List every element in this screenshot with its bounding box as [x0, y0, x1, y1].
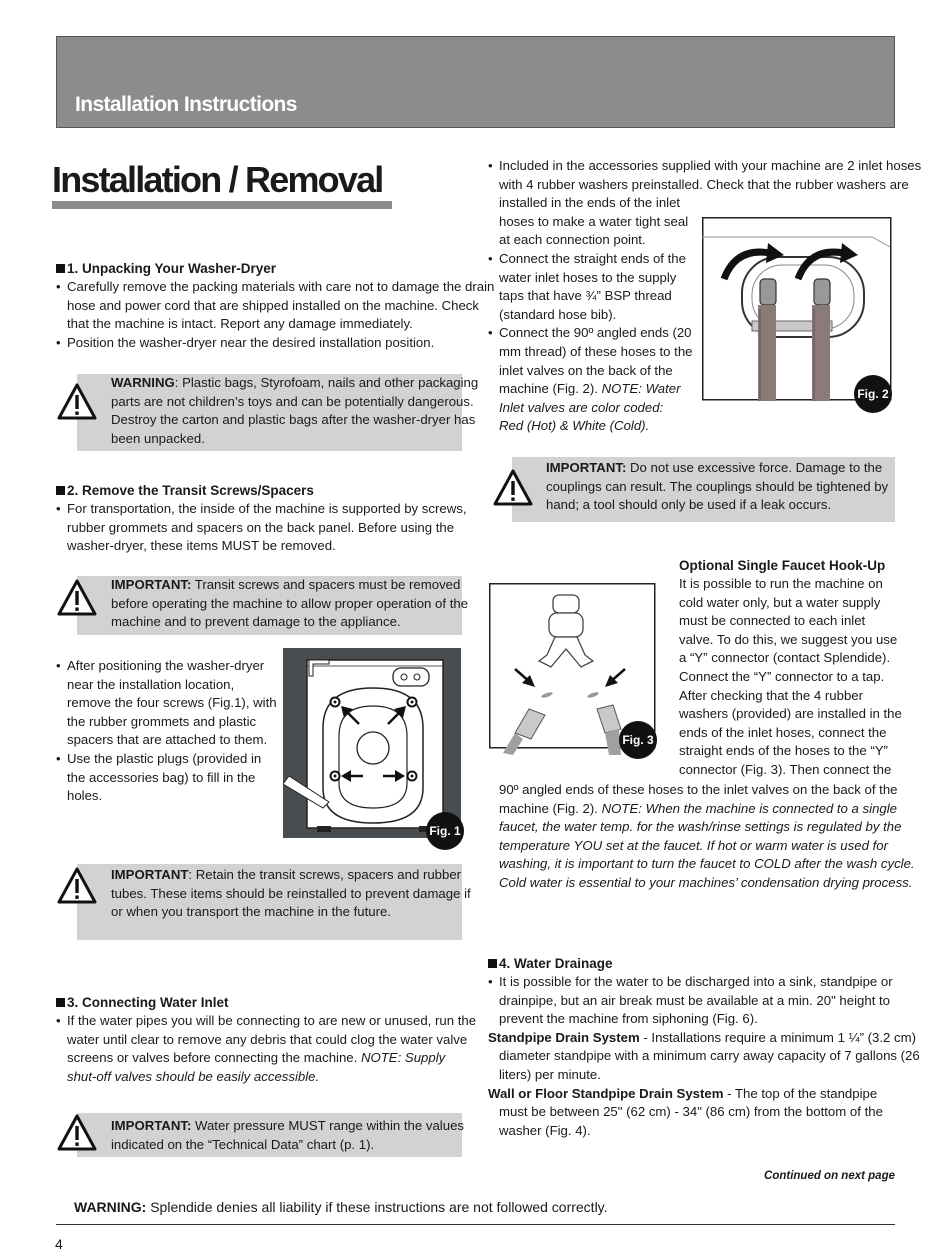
square-bullet-icon: [56, 264, 65, 273]
important-box: IMPORTANT: Retain the transit screws, spacers and rubber tubes. These items should be reinstalled to prevent damage if or when you transport the machine in the future.: [77, 864, 462, 940]
figure-label: Fig. 2: [854, 375, 892, 413]
warning-triangle-icon: [56, 382, 98, 422]
figure-3-illustration: [489, 583, 659, 755]
section-heading: 2. Remove the Transit Screws/Spacers: [56, 482, 466, 500]
warning-triangle-icon: [56, 578, 98, 618]
section-heading: 4. Water Drainage: [488, 955, 898, 973]
bullet-item: • If the water pipes you will be connecting to are new or unused, run the water until clear to remove any debris that could clog the water valve screens or valves before connecting the machine. NOTE: Supply shut-off valves should be easily accessible.: [56, 1012, 466, 1086]
section-unpacking: [56, 260, 495, 352]
figure-label: Fig. 3: [619, 721, 657, 759]
warning-triangle-icon: [56, 866, 98, 906]
bullet-item: • Included in the accessories supplied with your machine are 2 inlet hoses with 4 rubber washers preinstalled. Check that the rubber washers are installed in the ends of the inlet hoses to make a water tight seal at each connection point.: [488, 157, 896, 250]
important-box: IMPORTANT: Transit screws and spacers must be removed before operating the machine to allow proper operation of the machine and to prevent damage to the appliance.: [77, 576, 462, 635]
standpipe-paragraph: Standpipe Drain System - Installations require a minimum 1 ¼” (3.2 cm) diameter standpipe with a minimum carry away capacity of 7 gallons (26 liters) per minute.: [488, 1029, 920, 1082]
faucet-continued: 90º angled ends of these hoses to the inlet valves on the back of the machine (Fig. 2). NOTE: When the machine is connected to a single faucet, the water temp. for the wash/rinse settings is regulated by the temperature YOU set at the faucet. If hot or warm water is used for washing, it is important to turn the faucet to COLD after the wash cycle. Cold water is essential to your machines’ condensation drying process.: [499, 782, 915, 890]
important-box: IMPORTANT: Water pressure MUST range within the values indicated on the “Technical Data” chart (p. 1).: [77, 1113, 462, 1157]
bullet-item: • Carefully remove the packing materials with care not to damage the drain hose and power cord that are shipped installed on the machine. Check that the machine is intact. Report any damage immediately.: [56, 278, 466, 334]
important-box: IMPORTANT: Do not use excessive force. Damage to the couplings can result. The couplings should be tightened by hand; a tool should only be used if a leak occurs.: [512, 457, 895, 522]
bullet-item: • Connect the 90º angled ends (20 mm thread) of these hoses to the inlet valves on the back of the machine (Fig. 2). NOTE: Water Inlet valves are color coded: Red (Hot) & White (Cold).: [488, 324, 896, 436]
screw-removal-steps: [56, 657, 276, 806]
square-bullet-icon: [488, 959, 497, 968]
figure-2-illustration: [702, 217, 892, 411]
square-bullet-icon: [56, 998, 65, 1007]
bullet-item: • Position the washer-dryer near the desired installation position.: [56, 334, 466, 353]
section-heading: 3. Connecting Water Inlet: [56, 994, 466, 1012]
continued-note: Continued on next page: [764, 1170, 895, 1182]
square-bullet-icon: [56, 486, 65, 495]
section-water-inlet: [56, 994, 477, 1086]
bullet-item: • Connect the straight ends of the water inlet hoses to the supply taps that have ¾” BSP thread (standard hose bib).: [488, 250, 896, 324]
section-water-drainage: [488, 955, 920, 1140]
page-title: Installation / Removal: [52, 159, 383, 200]
bullet-item: • It is possible for the water to be discharged into a sink, standpipe or drainpipe, but an air break must be available at a min. 20" height to prevent the machine from siphoning (Fig. 6).: [488, 973, 898, 1029]
title-underline: [52, 201, 392, 209]
footer-divider: [56, 1224, 895, 1225]
warning-triangle-icon: [56, 1113, 98, 1153]
machine-back-panel-image: [283, 648, 461, 838]
warning-box: WARNING: Plastic bags, Styrofoam, nails and other packaging parts are not children’s toys and can be potentially dangerous. Destroy the carton and plastic bags after the washer-dryer has been unpacked.: [77, 374, 462, 451]
figure-label: Fig. 1: [426, 812, 464, 850]
faucet-heading: Optional Single Faucet Hook-Up: [679, 558, 886, 573]
warning-triangle-icon: [492, 468, 534, 508]
header-bar: [56, 36, 895, 128]
single-faucet-section: Optional Single Faucet Hook-Up It is possible to run the machine on cold water only, but a water supply must be connected to each inlet valve. To do this, we suggest you use a “Y” connector (contact Splendide). Connect the “Y” connector to a tap. After checking that the 4 rubber washers (provided) are installed in the ends of the inlet hoses, connect the straight ends of the hoses to the “Y” connector (Fig. 3). Then connect the: [679, 557, 904, 780]
header-title: Installation Instructions: [75, 93, 297, 117]
footer-warning: WARNING: Splendide denies all liability if these instructions are not followed correctly.: [74, 1199, 608, 1215]
page-number: 4: [55, 1236, 63, 1250]
bullet-item: • After positioning the washer-dryer near the installation location, remove the four screws (Fig.1), with the rubber grommets and plastic spacers that are attached to them.: [56, 657, 276, 750]
section-heading: 1. Unpacking Your Washer-Dryer: [56, 260, 466, 278]
bullet-item: • For transportation, the inside of the machine is supported by screws, rubber grommets and spacers on the back panel. Before using the washer-dryer, these items MUST be removed.: [56, 500, 466, 556]
bullet-item: • Use the plastic plugs (provided in the accessories bag) to fill in the holes.: [56, 750, 276, 806]
figure-1-illustration: [283, 648, 461, 838]
wall-floor-paragraph: Wall or Floor Standpipe Drain System - The top of the standpipe must be between 25" (62 cm) - 34" (86 cm) from the bottom of the washer (Fig. 4).: [488, 1085, 883, 1138]
section-transit-screws: [56, 482, 466, 556]
